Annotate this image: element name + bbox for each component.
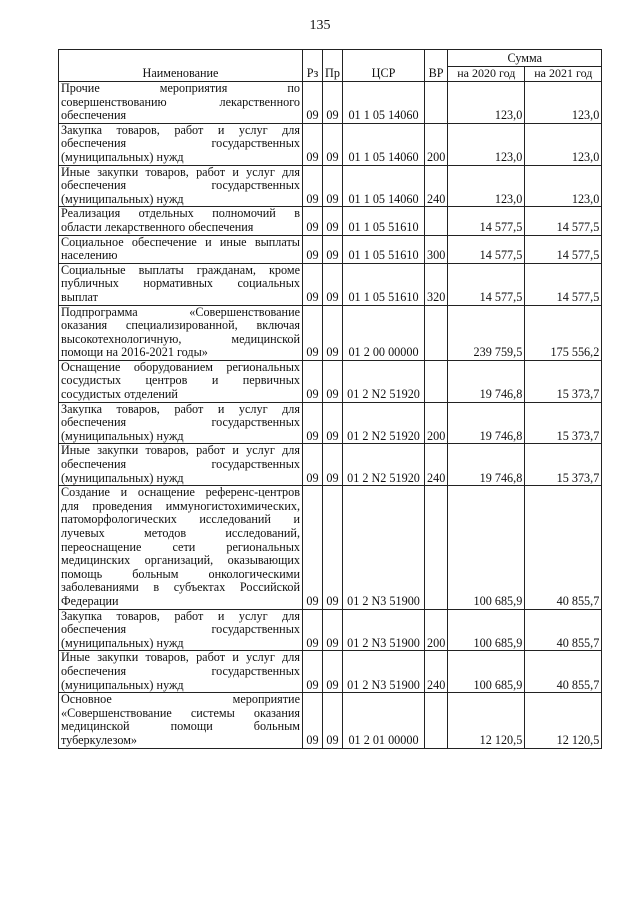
row-pr: 09 (323, 165, 343, 207)
table-row (59, 82, 602, 124)
row-amount-2020: 123,0 (448, 123, 525, 165)
row-name-line: для проведения иммуногистохимических, (61, 498, 300, 513)
row-pr: 09 (323, 651, 343, 693)
row-amount-2021: 14 577,5 (525, 207, 602, 235)
row-vr (425, 207, 448, 235)
row-csr: 01 2 N2 51920 (343, 444, 425, 486)
row-name-line: публичных нормативных социальных (61, 276, 300, 291)
table-row (59, 165, 602, 207)
row-pr: 09 (323, 360, 343, 402)
row-csr: 01 2 N3 51900 (343, 486, 425, 609)
header-rz: Рз (303, 50, 323, 82)
row-name-line: сосудистых отделений (61, 387, 178, 402)
row-name-line: Оснащение оборудованием региональных (61, 359, 300, 374)
row-amount-2021: 12 120,5 (525, 693, 602, 748)
row-name-line: (муниципальных) нужд (61, 677, 184, 692)
row-rz: 09 (303, 235, 323, 263)
row-name-line: (муниципальных) нужд (61, 635, 184, 650)
row-pr: 09 (323, 235, 343, 263)
row-name-line: заболеваниями в субъектах Российской (61, 580, 300, 595)
table-row (59, 693, 602, 748)
row-rz: 09 (303, 82, 323, 124)
row-amount-2021: 175 556,2 (525, 305, 602, 360)
row-pr: 09 (323, 402, 343, 444)
row-csr: 01 2 N3 51900 (343, 651, 425, 693)
row-vr (425, 486, 448, 609)
row-name-line: Прочие мероприятия по (61, 81, 300, 95)
row-name-line: совершенствованию лекарственного (61, 94, 300, 109)
header-sum: Сумма (448, 50, 602, 67)
row-name (59, 693, 303, 748)
row-rz: 09 (303, 693, 323, 748)
row-name-line: (муниципальных) нужд (61, 470, 184, 485)
row-amount-2020: 123,0 (448, 165, 525, 207)
row-name (59, 609, 303, 651)
row-csr: 01 2 N3 51900 (343, 609, 425, 651)
row-csr: 01 1 05 14060 (343, 165, 425, 207)
row-csr: 01 1 05 51610 (343, 263, 425, 305)
header-year-2020: на 2020 год (448, 67, 525, 82)
table-row (59, 305, 602, 360)
table-row (59, 207, 602, 235)
header-csr: ЦСР (343, 50, 425, 82)
row-name (59, 444, 303, 486)
row-name-line: Иные закупки товаров, работ и услуг для (61, 164, 300, 179)
row-name-line: Социальное обеспечение и иные выплаты (61, 234, 300, 249)
row-name-line: Социальные выплаты гражданам, кроме (61, 262, 300, 277)
row-name-line: обеспечения (61, 108, 127, 123)
row-amount-2021: 15 373,7 (525, 360, 602, 402)
row-csr: 01 2 N2 51920 (343, 402, 425, 444)
row-name-line: переоснащение сети региональных (61, 539, 300, 554)
row-amount-2020: 100 685,9 (448, 651, 525, 693)
row-amount-2020: 19 746,8 (448, 360, 525, 402)
row-name-line: оказания специализированной, включая (61, 318, 300, 333)
row-name (59, 235, 303, 263)
table-row (59, 235, 602, 263)
table-row (59, 651, 602, 693)
row-rz: 09 (303, 444, 323, 486)
row-amount-2020: 14 577,5 (448, 263, 525, 305)
row-rz: 09 (303, 609, 323, 651)
row-amount-2021: 40 855,7 (525, 486, 602, 609)
row-pr: 09 (323, 263, 343, 305)
row-amount-2021: 40 855,7 (525, 651, 602, 693)
table-row (59, 360, 602, 402)
row-rz: 09 (303, 123, 323, 165)
row-csr: 01 1 05 51610 (343, 207, 425, 235)
row-name-line: медицинской помощи больным (61, 719, 300, 734)
row-vr (425, 360, 448, 402)
header-vr: ВР (425, 50, 448, 82)
row-amount-2021: 15 373,7 (525, 444, 602, 486)
row-vr (425, 693, 448, 748)
row-vr (425, 305, 448, 360)
table-row (59, 263, 602, 305)
row-name-line: Создание и оснащение референс-центров (61, 485, 300, 500)
table-row (59, 609, 602, 651)
row-pr: 09 (323, 82, 343, 124)
row-name-line: лучевых методов исследований, (61, 526, 300, 540)
row-rz: 09 (303, 651, 323, 693)
row-amount-2020: 100 685,9 (448, 486, 525, 609)
row-pr: 09 (323, 123, 343, 165)
row-vr: 240 (425, 444, 448, 486)
row-name-line: Основное мероприятие (61, 692, 300, 707)
row-rz: 09 (303, 486, 323, 609)
row-name-line: обеспечения государственных (61, 663, 300, 678)
row-csr: 01 2 00 00000 (343, 305, 425, 360)
row-vr (425, 82, 448, 124)
row-rz: 09 (303, 165, 323, 207)
row-name (59, 123, 303, 165)
row-name (59, 207, 303, 235)
table-row (59, 444, 602, 486)
row-csr: 01 2 01 00000 (343, 693, 425, 748)
row-pr: 09 (323, 609, 343, 651)
row-name-line: обеспечения государственных (61, 622, 300, 637)
row-name-line: Реализация отдельных полномочий в (61, 206, 300, 221)
row-name-line: высокотехнологичную, медицинской (61, 331, 300, 346)
row-name-line: обеспечения государственных (61, 178, 300, 193)
row-name (59, 360, 303, 402)
row-pr: 09 (323, 693, 343, 748)
row-amount-2020: 239 759,5 (448, 305, 525, 360)
row-name (59, 486, 303, 609)
row-name-line: области лекарственного обеспечения (61, 219, 254, 234)
row-name-line: Закупка товаров, работ и услуг для (61, 122, 300, 137)
page-number: 135 (309, 18, 331, 33)
row-rz: 09 (303, 402, 323, 444)
row-pr: 09 (323, 444, 343, 486)
row-pr: 09 (323, 207, 343, 235)
header-name: Наименование (59, 50, 303, 82)
row-name-line: (муниципальных) нужд (61, 149, 184, 164)
row-name (59, 651, 303, 693)
table-row (59, 402, 602, 444)
row-vr: 200 (425, 402, 448, 444)
row-csr: 01 1 05 14060 (343, 123, 425, 165)
row-name-line: Иные закупки товаров, работ и услуг для (61, 443, 300, 458)
row-vr: 240 (425, 165, 448, 207)
row-pr: 09 (323, 486, 343, 609)
row-rz: 09 (303, 360, 323, 402)
table-body (59, 82, 602, 749)
row-name (59, 305, 303, 360)
row-vr: 240 (425, 651, 448, 693)
row-vr: 320 (425, 263, 448, 305)
budget-table (58, 49, 602, 749)
header-pr: Пр (323, 50, 343, 82)
row-csr: 01 2 N2 51920 (343, 360, 425, 402)
row-name-line: Закупка товаров, работ и услуг для (61, 401, 300, 416)
row-name-line: обеспечения государственных (61, 415, 300, 430)
table-row (59, 123, 602, 165)
row-name-line: выплат (61, 289, 98, 304)
table-row (59, 486, 602, 609)
row-name-line: сосудистых центров и первичных (61, 373, 300, 388)
row-name-line: (муниципальных) нужд (61, 191, 184, 206)
row-csr: 01 1 05 14060 (343, 82, 425, 124)
row-amount-2021: 123,0 (525, 82, 602, 124)
row-amount-2020: 123,0 (448, 82, 525, 124)
row-name-line: обеспечения государственных (61, 457, 300, 472)
row-amount-2021: 14 577,5 (525, 263, 602, 305)
row-amount-2020: 19 746,8 (448, 444, 525, 486)
row-name-line: «Совершенствование системы оказания (61, 705, 300, 720)
row-amount-2020: 19 746,8 (448, 402, 525, 444)
row-name-line: обеспечения государственных (61, 136, 300, 151)
row-name-line: Подпрограмма «Совершенствование (61, 304, 300, 319)
row-name-line: туберкулезом» (61, 732, 137, 747)
row-amount-2021: 123,0 (525, 165, 602, 207)
row-vr: 200 (425, 123, 448, 165)
row-name-line: помощи на 2016-2021 годы» (61, 345, 208, 360)
row-rz: 09 (303, 207, 323, 235)
row-name-line: помощь больным онкологическими (61, 566, 300, 581)
row-vr: 300 (425, 235, 448, 263)
row-name-line: населению (61, 248, 118, 263)
row-name (59, 82, 303, 124)
row-name (59, 402, 303, 444)
row-amount-2021: 123,0 (525, 123, 602, 165)
row-amount-2021: 14 577,5 (525, 235, 602, 263)
header-year-2021: на 2021 год (525, 67, 602, 82)
row-name-line: Закупка товаров, работ и услуг для (61, 608, 300, 623)
row-name-line: Федерации (61, 593, 119, 608)
row-rz: 09 (303, 305, 323, 360)
row-pr: 09 (323, 305, 343, 360)
row-name (59, 165, 303, 207)
row-rz: 09 (303, 263, 323, 305)
row-name-line: (муниципальных) нужд (61, 428, 184, 443)
row-vr: 200 (425, 609, 448, 651)
row-name-line: патоморфологических исследований и (61, 512, 300, 527)
row-amount-2020: 12 120,5 (448, 693, 525, 748)
row-amount-2021: 40 855,7 (525, 609, 602, 651)
row-amount-2020: 100 685,9 (448, 609, 525, 651)
row-csr: 01 1 05 51610 (343, 235, 425, 263)
row-name (59, 263, 303, 305)
row-name-line: медицинских организаций, оказывающих (61, 553, 300, 568)
row-name-line: Иные закупки товаров, работ и услуг для (61, 650, 300, 665)
row-amount-2020: 14 577,5 (448, 235, 525, 263)
row-amount-2020: 14 577,5 (448, 207, 525, 235)
row-amount-2021: 15 373,7 (525, 402, 602, 444)
